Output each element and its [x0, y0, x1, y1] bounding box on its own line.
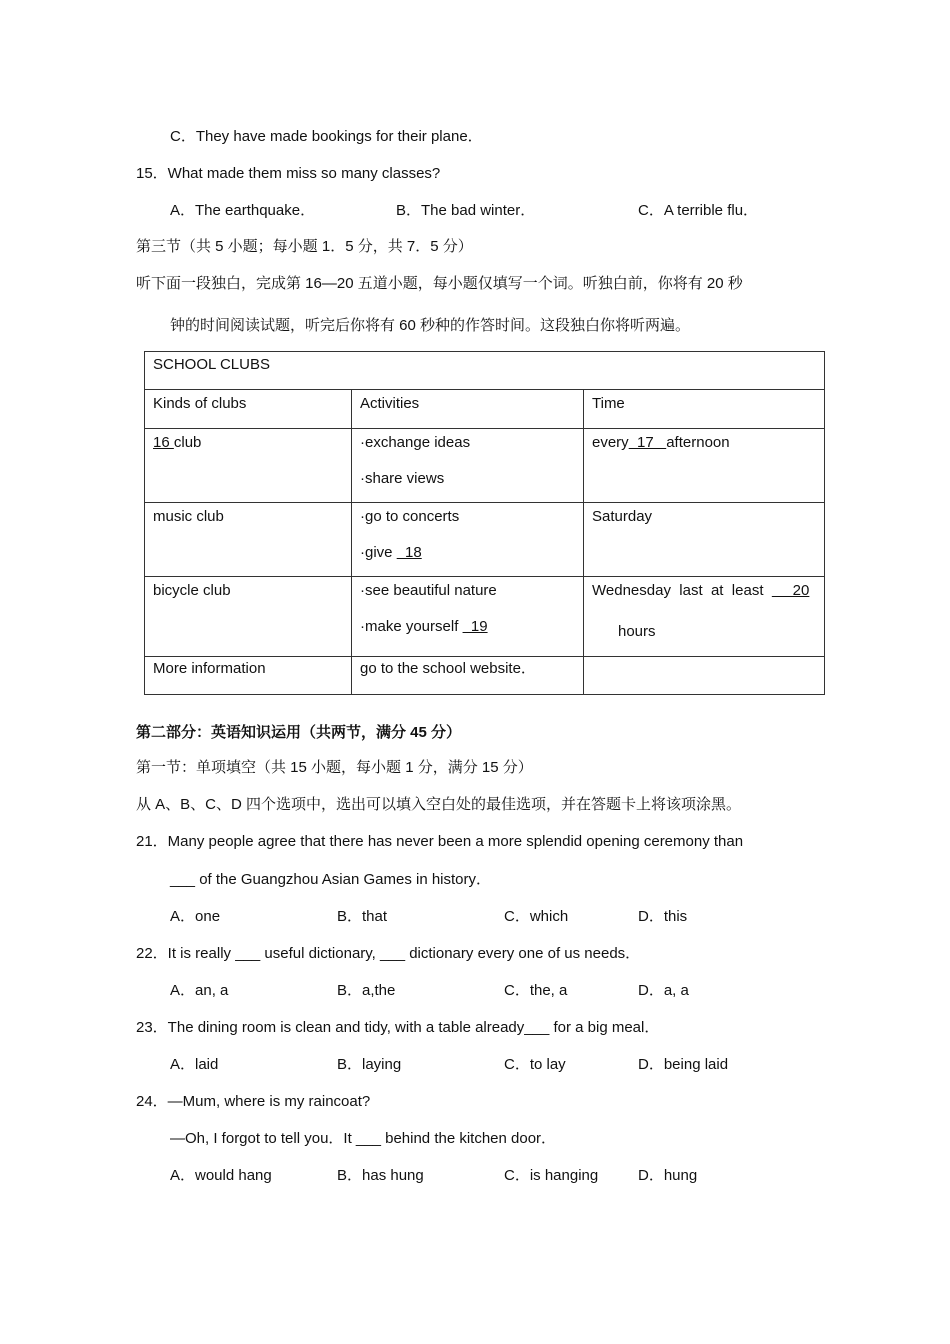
part2-instruction: 从 A、B、C、D 四个选项中，选出可以填入空白处的最佳选项，并在答题卡上将该项涂黑。: [136, 796, 742, 813]
q21-option-a: A．one: [170, 908, 221, 925]
cell-activities: go to the school website．: [352, 657, 584, 695]
cell-time: [584, 657, 825, 695]
cell-kind: More information: [145, 657, 352, 695]
header-kinds: Kinds of clubs: [145, 390, 352, 429]
cell-activities: ·exchange ideas ·share views: [352, 429, 584, 503]
table-row: [145, 503, 825, 577]
q23-line1: 23．The dining room is clean and tidy, with a table already___ for a big meal．: [136, 1019, 660, 1036]
q21-line2: ___ of the Guangzhou Asian Games in history．: [170, 871, 492, 888]
header-time: Time: [584, 390, 825, 429]
cell-kind: music club: [145, 503, 352, 577]
q24-line2: —Oh, I forgot to tell you．It ___ behind the kitchen door．: [170, 1130, 557, 1147]
blank-16: 16: [153, 434, 174, 451]
q24-option-a: A．would hang: [170, 1167, 272, 1184]
table-title: SCHOOL CLUBS: [145, 352, 825, 390]
table-row: [145, 577, 825, 657]
q23-option-b: B．laying: [337, 1056, 402, 1073]
q15-question: 15．What made them miss so many classes?: [136, 165, 441, 182]
blank-20: 20: [771, 582, 810, 599]
school-clubs-table: [144, 351, 825, 695]
q21-option-d: D．this: [638, 908, 688, 925]
table-row: [145, 657, 825, 695]
part2-section1-heading: 第一节：单项填空（共 15 小题，每小题 1 分，满分 15 分）: [136, 759, 533, 776]
cell-activities: ·see beautiful nature ·make yourself 19: [352, 577, 584, 657]
q21-option-c: C．which: [504, 908, 569, 925]
q21-option-b: B．that: [337, 908, 388, 925]
section3-instruction-line2: 钟的时间阅读试题，听完后你将有 60 秒种的作答时间。这段独白你将听两遍。: [170, 317, 691, 334]
cell-kind: bicycle club: [145, 577, 352, 657]
q21-line1: 21．Many people agree that there has never been a more splendid opening ceremony than: [136, 833, 744, 850]
q24-option-d: D．hung: [638, 1167, 698, 1184]
section3-heading: 第三节（共 5 小题；每小题 1．5 分，共 7．5 分）: [136, 238, 473, 255]
q23-option-a: A．laid: [170, 1056, 219, 1073]
q14-option-c: C．They have made bookings for their plane．: [170, 128, 483, 145]
q24-line1: 24．—Mum, where is my raincoat?: [136, 1093, 371, 1110]
cell-time: Saturday: [584, 503, 825, 577]
section3-instruction-line1: 听下面一段独白，完成第 16—20 五道小题，每小题仅填写一个词。听独白前，你将有 20 秒: [136, 275, 743, 292]
blank-18: 18: [396, 544, 422, 561]
q24-option-b: B．has hung: [337, 1167, 424, 1184]
q15-option-c: C．A terrible flu．: [638, 202, 759, 219]
blank-17: 17: [628, 434, 667, 451]
part2-heading: 第二部分：英语知识运用（共两节，满分 45 分）: [136, 724, 462, 741]
q23-option-d: D．being laid: [638, 1056, 729, 1073]
q24-option-c: C．is hanging: [504, 1167, 599, 1184]
q23-option-c: C．to lay: [504, 1056, 566, 1073]
q22-option-b: B．a,the: [337, 982, 396, 999]
q22-line1: 22．It is really ___ useful dictionary, ___ dictionary every one of us needs．: [136, 945, 641, 962]
cell-kind: 16 club: [145, 429, 352, 503]
cell-time: every 17 afternoon: [584, 429, 825, 503]
q22-option-a: A．an, a: [170, 982, 229, 999]
q22-option-c: C．the, a: [504, 982, 568, 999]
q15-option-a: A．The earthquake．: [170, 202, 316, 219]
q15-option-b: B．The bad winter．: [396, 202, 536, 219]
q22-option-d: D．a, a: [638, 982, 689, 999]
header-activities: Activities: [352, 390, 584, 429]
cell-activities: ·go to concerts ·give 18: [352, 503, 584, 577]
table-row: [145, 429, 825, 503]
blank-19: 19: [462, 618, 488, 635]
cell-time: Wednesday last at least 20 hours: [584, 577, 825, 657]
